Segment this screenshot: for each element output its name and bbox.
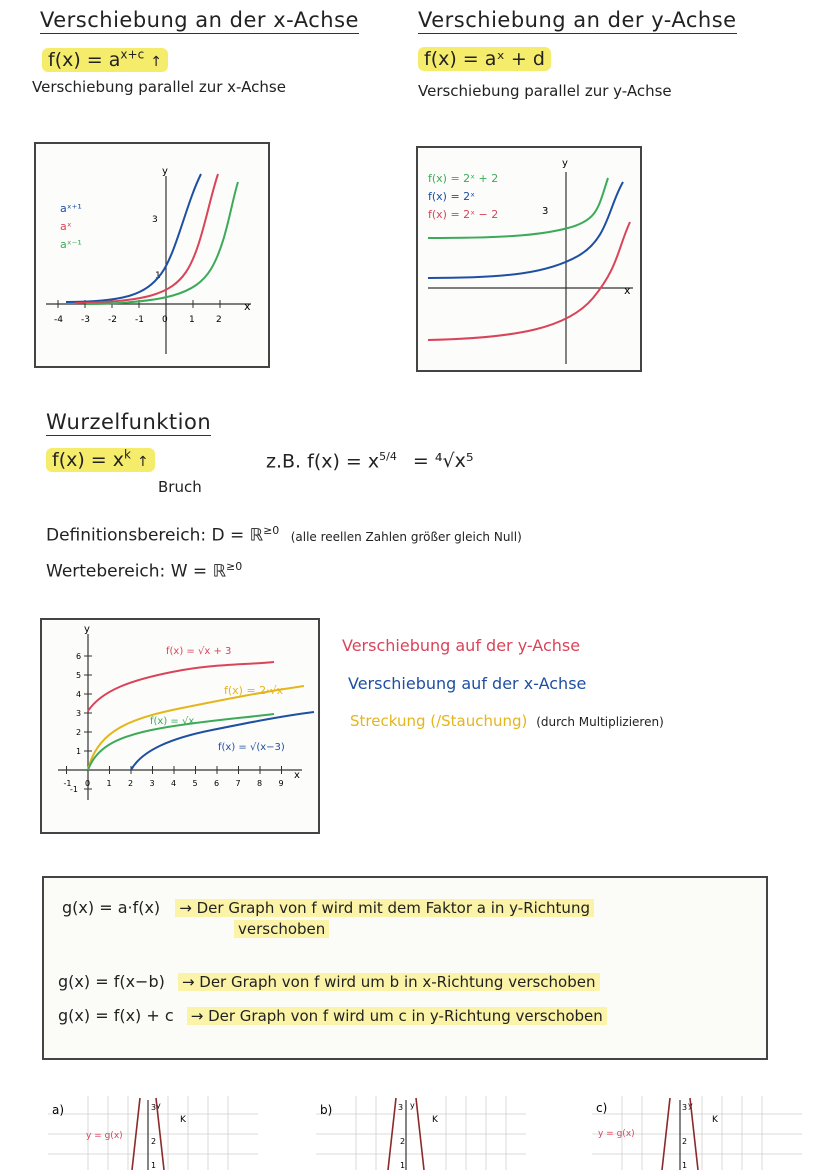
wurzel-title: Wurzelfunktion — [46, 410, 212, 434]
label-sqrt-minus-3: f(x) = √(x−3) — [218, 742, 285, 753]
x-tick-label: 5 — [192, 779, 198, 788]
graph-label: y = g(x) — [598, 1129, 635, 1139]
y-tick-label: 1 — [155, 271, 161, 281]
y-axis-label: y — [162, 166, 168, 177]
section1-caption: Verschiebung parallel zur x-Achse — [32, 78, 286, 96]
exercise-a — [48, 1096, 258, 1170]
rule1-formula: g(x) = a·f(x) — [62, 898, 161, 917]
wurzel-example — [266, 450, 473, 472]
graph-sqrt — [42, 620, 318, 832]
x-tick-label: 9 — [278, 779, 284, 788]
y-tick-label: 5 — [76, 671, 82, 680]
note-stretch — [350, 712, 664, 730]
arrow-up-icon: ↑ — [150, 54, 162, 71]
legend-2x-minus-2: f(x) = 2ˣ − 2 — [428, 208, 499, 221]
range-sup: ≥0 — [226, 560, 243, 573]
section2-title: Verschiebung an der y-Achse — [418, 8, 737, 32]
tick: 3 — [398, 1103, 404, 1112]
arrow-up-icon: ↑ — [137, 454, 149, 471]
x-tick-label: -4 — [54, 315, 63, 325]
y-tick-label: 1 — [76, 747, 82, 756]
x-tick-label: 0 — [85, 779, 91, 788]
rule2-formula: g(x) = f(x−b) — [58, 972, 165, 991]
curve-a-x-plus-1 — [66, 174, 201, 302]
x-tick-label: 8 — [257, 779, 263, 788]
legend-a-x: aˣ — [60, 220, 72, 233]
k-label: K — [432, 1115, 438, 1125]
tick: 2 — [682, 1137, 688, 1146]
def-note: (alle reellen Zahlen größer gleich Null) — [290, 529, 522, 544]
label-sqrt: f(x) = √x — [150, 716, 195, 727]
section2-formula-text: f(x) = aˣ + d — [418, 47, 551, 71]
example-root: = ⁴√x⁵ — [412, 450, 474, 473]
exercise-b — [316, 1096, 526, 1170]
graph-x-shift — [36, 144, 268, 366]
tick: 3 — [151, 1103, 157, 1112]
x-tick-label: 2 — [216, 315, 222, 325]
rules-box — [42, 876, 768, 1060]
exercise-a-graph — [48, 1096, 258, 1170]
tick: 3 — [682, 1103, 688, 1112]
x-tick-label: 2 — [128, 779, 134, 788]
exercise-c — [592, 1096, 802, 1170]
range-value: W = ℝ — [170, 561, 227, 582]
curve-2x-minus-2 — [428, 222, 630, 340]
y-axis-label: y — [562, 158, 568, 169]
rule1-text: → Der Graph von f wird mit dem Faktor a in y-Richtung — [175, 899, 594, 917]
graph-x-shift-box — [34, 142, 270, 368]
x-tick-label: 3 — [149, 779, 155, 788]
section2-formula — [418, 48, 551, 70]
y-tick-label: 6 — [76, 652, 82, 661]
label-sqrt-plus-3: f(x) = √x + 3 — [166, 646, 232, 657]
legend-2x: f(x) = 2ˣ — [428, 190, 476, 203]
exercise-a-label: a) — [52, 1103, 65, 1117]
def-value: D = ℝ — [211, 525, 264, 546]
tick: 1 — [151, 1161, 157, 1170]
rule1-cont-text: verschoben — [234, 920, 329, 938]
x-tick-label: -2 — [108, 315, 117, 325]
rule2 — [58, 972, 600, 991]
section1-formula — [42, 48, 168, 71]
y-axis-label: y — [410, 1101, 415, 1110]
wurzel-formula-base: f(x) = x — [52, 449, 125, 472]
graph-y-shift-box — [416, 146, 642, 372]
x-axis-label: x — [244, 300, 251, 313]
tick: 2 — [151, 1137, 157, 1146]
x-tick-label: 6 — [214, 779, 220, 788]
x-tick-label: 1 — [189, 315, 195, 325]
y-tick-label: 3 — [76, 709, 82, 718]
rule1-cont — [234, 920, 329, 938]
exercise-c-graph — [592, 1096, 802, 1170]
x-tick-label: 0 — [162, 315, 168, 325]
example-prefix: z.B. f(x) = x — [266, 450, 380, 473]
x-tick-label: 4 — [171, 779, 177, 788]
curve-a-x-minus-1 — [86, 182, 238, 304]
section2-caption: Verschiebung parallel zur y-Achse — [418, 82, 672, 100]
tick: 1 — [682, 1161, 688, 1170]
label-two-sqrt: f(x) = 2·√x — [224, 684, 284, 697]
x-tick-label: -1 — [135, 315, 144, 325]
rule3-text: → Der Graph von f wird um c in y-Richtung verschoben — [187, 1007, 607, 1025]
y-axis-label: y — [688, 1101, 693, 1110]
section1-title: Verschiebung an der x-Achse — [40, 8, 359, 32]
wurzel-formula — [46, 448, 155, 471]
k-label: K — [712, 1115, 718, 1125]
tick: 1 — [400, 1161, 406, 1170]
x-axis-label: x — [294, 770, 300, 781]
section1-formula-exp: x+c — [120, 48, 145, 62]
y-axis-label: y — [84, 624, 90, 635]
legend-a-x-minus-1: aˣ⁻¹ — [60, 238, 82, 251]
exercise-c-label: c) — [596, 1101, 608, 1115]
note-stretch-text: Streckung (/Stauchung) — [350, 712, 528, 730]
y-tick-label: 3 — [542, 206, 549, 217]
bruch-label: Bruch — [158, 478, 202, 496]
def-sup: ≥0 — [263, 524, 280, 537]
x-tick-label: 7 — [235, 779, 241, 788]
range-label: Wertebereich: — [46, 561, 166, 582]
x-tick-label: -1 — [63, 779, 72, 788]
k-label: K — [180, 1115, 186, 1125]
wurzel-formula-exp: k — [124, 448, 131, 462]
wertebereich — [46, 560, 242, 582]
y-tick-label: 2 — [76, 728, 82, 737]
graph-y-shift — [418, 148, 640, 370]
section1-formula-base: f(x) = a — [48, 49, 121, 72]
y-axis-label: y — [156, 1101, 161, 1110]
def-label: Definitionsbereich: — [46, 525, 207, 546]
example-exp: 5/4 — [379, 450, 397, 463]
y-tick-label: -1 — [70, 785, 78, 794]
rule3 — [58, 1006, 607, 1025]
x-tick-label: -3 — [81, 315, 90, 325]
legend-2x-plus-2: f(x) = 2ˣ + 2 — [428, 172, 499, 185]
definitionsbereich — [46, 524, 522, 546]
exercise-b-graph — [316, 1096, 526, 1170]
curve-two-sqrt — [88, 686, 304, 770]
y-tick-label: 3 — [152, 215, 158, 225]
rule2-text: → Der Graph von f wird um b in x-Richtung verschoben — [178, 973, 600, 991]
graph-sqrt-box — [40, 618, 320, 834]
rule3-formula: g(x) = f(x) + c — [58, 1006, 174, 1025]
x-tick-label: 1 — [106, 779, 112, 788]
legend-a-x-plus-1: aˣ⁺¹ — [60, 202, 82, 215]
y-tick-label: 4 — [76, 690, 82, 699]
x-axis-label: x — [624, 284, 631, 297]
rule1 — [62, 898, 594, 917]
note-stretch-detail: (durch Multiplizieren) — [536, 715, 664, 729]
note-x-shift: Verschiebung auf der x-Achse — [348, 674, 587, 693]
graph-label: y = g(x) — [86, 1131, 123, 1141]
tick: 2 — [400, 1137, 406, 1146]
exercise-b-label: b) — [320, 1103, 333, 1117]
note-y-shift: Verschiebung auf der y-Achse — [342, 636, 581, 655]
